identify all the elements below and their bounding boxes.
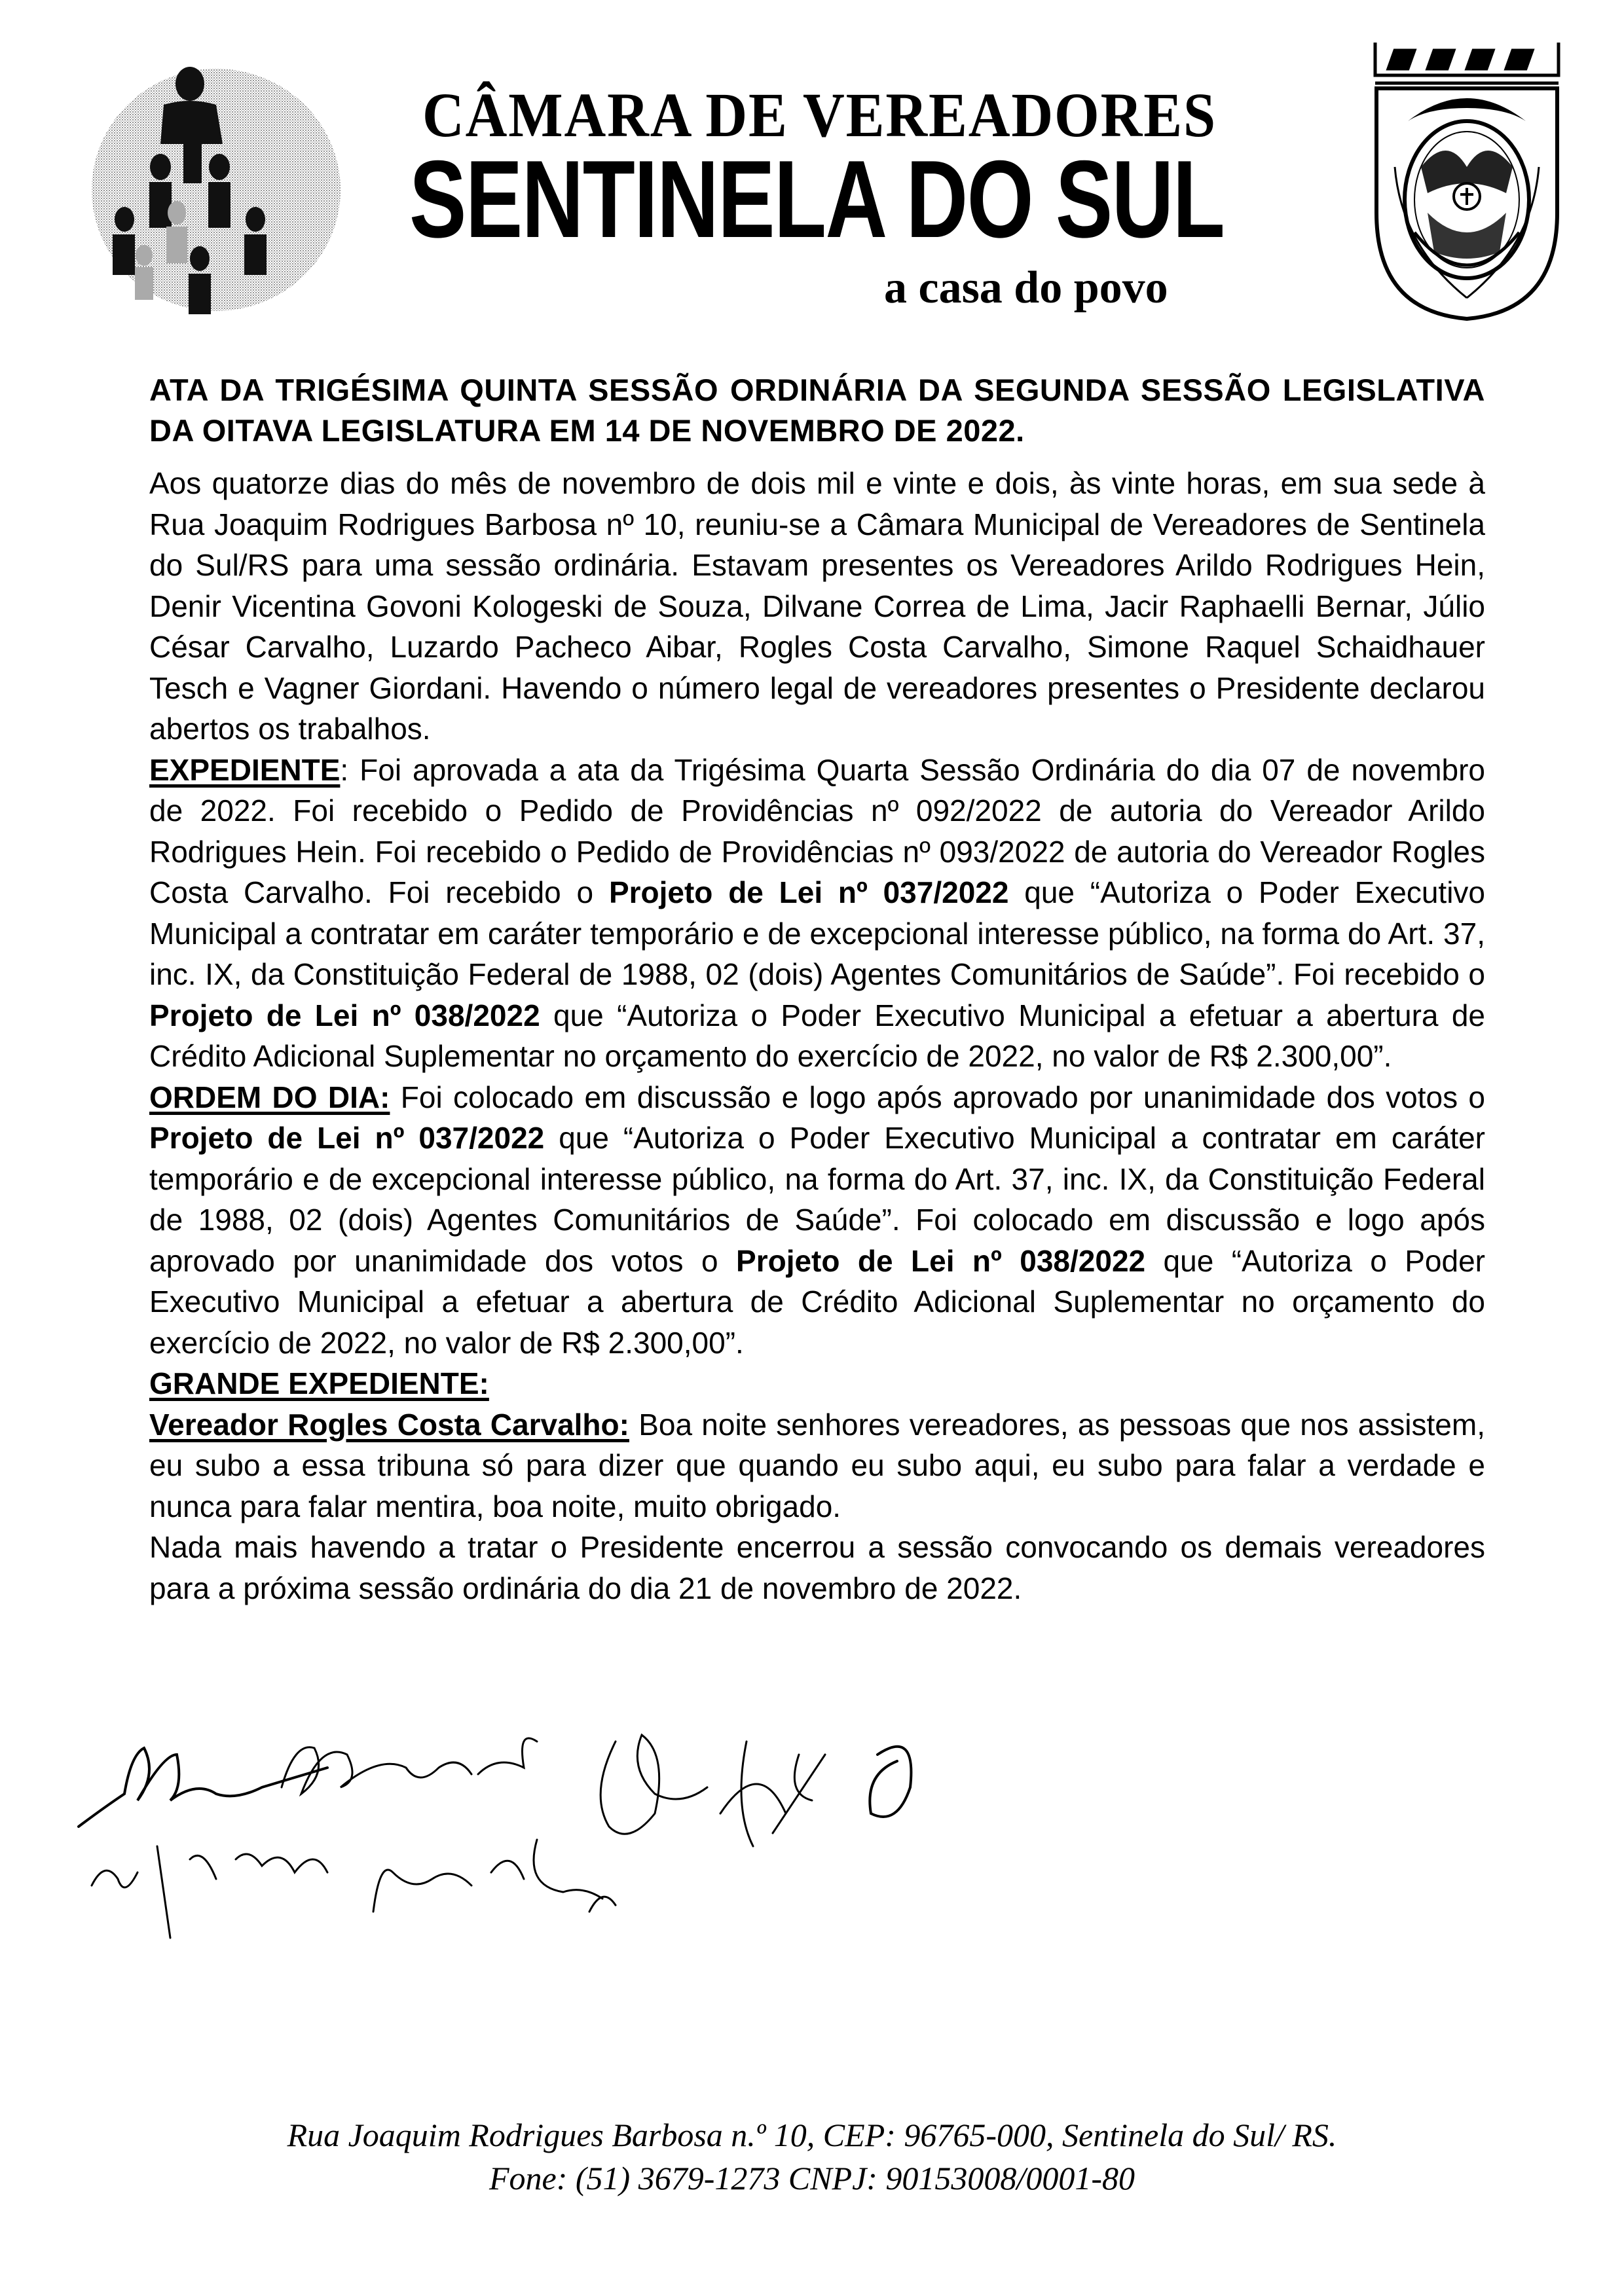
expediente-bill-037: Projeto de Lei nº 037/2022 <box>608 875 1009 909</box>
ordem-do-dia-heading: ORDEM DO DIA: <box>149 1080 390 1114</box>
ordem-do-dia-bill-037: Projeto de Lei nº 037/2022 <box>149 1121 545 1155</box>
signature-7 <box>92 1846 327 1938</box>
opening-paragraph: Aos quatorze dias do mês de novembro de dois mil e vinte e dois, às vinte horas, em sua sede à Rua Joaquim Rodrigues Barbosa nº 10, reuniu-se a Câmara Municipal de Vereadores de Sentinela do Sul/RS para uma sessão ordinária. Estavam presentes os Vereadores Arildo Rodrigues Hein, Denir Vicentina Govoni Kologeski de Souza, Dilvane Correa de Lima, Jacir Raphaelli Bernar, Júlio César Carvalho, Luzardo Pacheco Aibar, Rogles Costa Carvalho, Simone Raquel Schaidhauer Tesch e Vagner Giordani. Havendo o número legal de vereadores presentes o Presidente declarou abertos os trabalhos. <box>149 466 1485 746</box>
signature-6 <box>870 1747 911 1817</box>
ordem-do-dia-bill-038: Projeto de Lei nº 038/2022 <box>736 1243 1146 1278</box>
signature-8 <box>373 1840 616 1912</box>
title-camara: CÂMARA DE VEREADORES <box>422 80 1217 150</box>
speaker-name: Vereador Rogles Costa Carvalho: <box>149 1407 629 1442</box>
expediente-text: : Foi aprovada a ata da Trigésima Quarta Sessão Ordinária do dia 07 de novembro de 2022. Foi recebido o Pedido de Providências nº 092/2022 de autoria do Vereador Arildo Rodrigues Hein. Foi recebido o Pedido de Providências nº 093/2022 de autoria do Vereador Rogles Costa Carvalho. Foi recebido o <box>149 752 1485 909</box>
signature-1 <box>79 1748 327 1827</box>
ordem-do-dia-text: Foi colocado em discussão e logo após aprovado por unanimidade dos votos o <box>390 1080 1485 1114</box>
title-sentinela: SENTINELA DO SUL <box>409 137 1225 261</box>
ordem-do-dia-text: que “Autoriza o Poder Executivo Municipal a contratar em caráter temporário e de excepcional interesse público, na forma do Art. 37, inc. IX, da Constituição Federal de 1988, 02 (dois) Agentes Comunitários de Saúde”. Foi colocado em discussão e logo após aprovado por unanimidade dos votos o <box>149 1121 1485 1278</box>
councillor-signatures <box>65 1715 1506 1951</box>
expediente-text: que “Autoriza o Poder Executivo Municipal a contratar em caráter temporário e de excepcional interesse público, na forma do Art. 37, inc. IX, da Constituição Federal de 1988, 02 (dois) Agentes Comunitários de Saúde”. Foi recebido o <box>149 875 1485 991</box>
speech-text: Boa noite senhores vereadores, as pessoas que nos assistem, eu subo a essa tribuna só para dizer que quando eu subo aqui, eu subo para falar a verdade e nunca para falar mentira, boa noite, muito obrigado. <box>149 1407 1485 1523</box>
footer-address: Rua Joaquim Rodrigues Barbosa n.º 10, CEP: 96765-000, Sentinela do Sul/ RS. <box>287 2117 1337 2153</box>
letterhead <box>0 0 1624 340</box>
signature-5 <box>720 1741 825 1846</box>
chamber-people-logo <box>85 59 347 321</box>
expediente-text: que “Autoriza o Poder Executivo Municipal a efetuar a abertura de Crédito Adicional Suplementar no orçamento do exercício de 2022, no valor de R$ 2.300,00”. <box>149 998 1485 1073</box>
expediente-bill-038: Projeto de Lei nº 038/2022 <box>149 998 540 1032</box>
minutes-document <box>149 370 1485 1609</box>
signature-4 <box>600 1735 707 1834</box>
grande-expediente-section <box>149 1363 1485 1404</box>
footer-contact: Fone: (51) 3679-1273 CNPJ: 90153008/0001-80 <box>489 2160 1135 2196</box>
ordem-do-dia-section <box>149 1077 1485 1364</box>
shield-emblem <box>1395 98 1539 298</box>
tagline: a casa do povo <box>884 263 1168 313</box>
signature-3 <box>478 1738 537 1774</box>
closing-paragraph: Nada mais havendo a tratar o Presidente encerrou a sessão convocando os demais vereadores para a próxima sessão ordinária do dia 21 de novembro de 2022. <box>149 1530 1485 1605</box>
expediente-section <box>149 750 1485 1077</box>
expediente-heading: EXPEDIENTE <box>149 752 341 787</box>
grande-expediente-heading: GRANDE EXPEDIENTE: <box>149 1366 489 1400</box>
mural-crown <box>1375 43 1559 83</box>
coat-of-arms-icon <box>1369 36 1565 324</box>
ordem-do-dia-text: que “Autoriza o Poder Executivo Municipal a efetuar a abertura de Crédito Adicional Suplementar no orçamento do exercício de 2022, no valor de R$ 2.300,00”. <box>149 1243 1485 1360</box>
signature-2 <box>282 1747 471 1794</box>
letterhead-footer <box>0 2113 1624 2200</box>
speaker-statement <box>149 1404 1485 1527</box>
document-title: ATA DA TRIGÉSIMA QUINTA SESSÃO ORDINÁRIA DA SEGUNDA SESSÃO LEGISLATIVA DA OITAVA LEGISLATURA EM 14 DE NOVEMBRO DE 2022. <box>149 373 1485 448</box>
